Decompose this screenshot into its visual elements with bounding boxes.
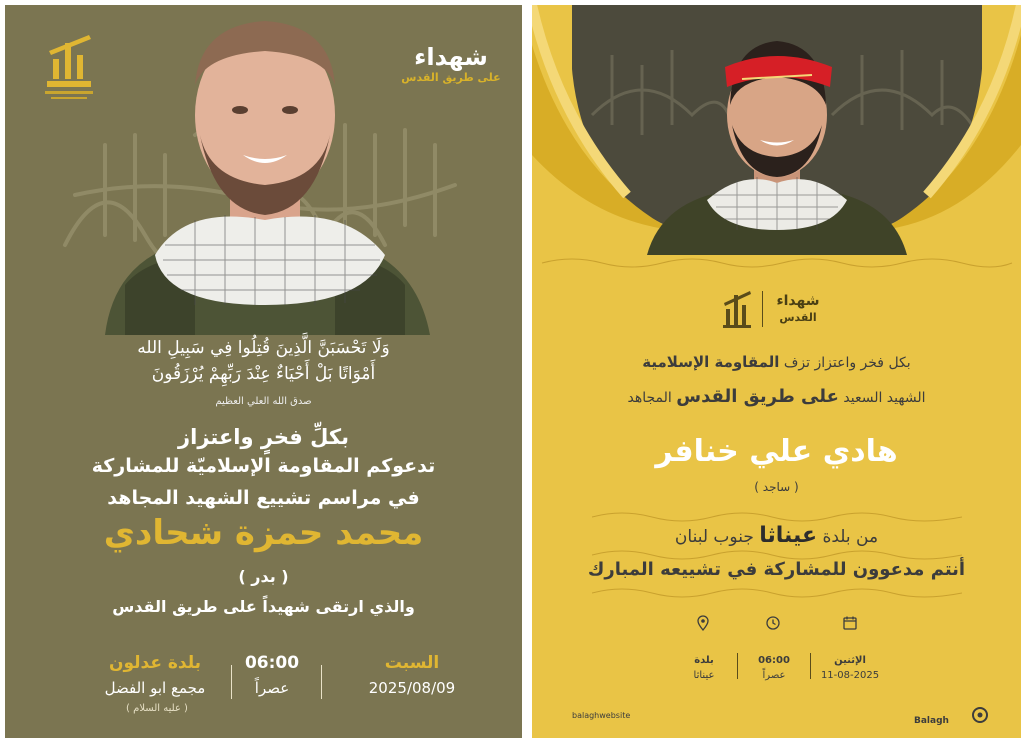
balagh-wordmark: Balagh xyxy=(914,716,949,726)
time-value: 06:00 xyxy=(758,655,790,666)
website-footer: balaghwebsite xyxy=(572,711,631,720)
martyr-title-highlight: على طريق القدس xyxy=(676,386,839,407)
pride-prefix: بكل فخر واعتزاز تزف xyxy=(783,355,911,371)
place-value: عيناثا xyxy=(693,670,715,681)
info-time xyxy=(227,653,317,697)
invite-line: أنتم مدعوون للمشاركة في تشييعه المبارك xyxy=(587,559,966,580)
town-suffix: جنوب لبنان xyxy=(674,527,754,547)
quran-verse-line2: أَمْوَاتًا بَلْ أَحْيَاءٌ عِنْدَ رَبِّهِمْ يُرْزَقُونَ xyxy=(151,364,376,384)
town-line xyxy=(532,523,1021,548)
martyr-portrait xyxy=(85,5,445,335)
info-time xyxy=(742,655,806,681)
martyr-nickname: ( بدر ) xyxy=(238,567,289,586)
pride-line xyxy=(532,353,1021,371)
info-divider xyxy=(737,653,738,679)
time-value: 06:00 xyxy=(244,653,300,673)
martyr-name: هادي علي خنافر xyxy=(655,434,898,469)
svg-text:شهداء: شهداء xyxy=(776,293,820,309)
martyr-nickname: ( ساجد ) xyxy=(754,480,799,494)
venue-note: ( عليه السلام ) xyxy=(126,703,188,714)
place-label: بلدة xyxy=(694,655,714,666)
brand-title: شهداء xyxy=(414,43,488,71)
balagh-logo xyxy=(914,703,994,727)
town-prefix: من بلدة xyxy=(822,527,879,547)
invite-line: تدعوكم المقاومة الإسلاميّة للمشاركة xyxy=(91,455,436,477)
organization-logos xyxy=(720,285,832,333)
info-divider xyxy=(321,665,322,699)
day-label: الإثنين xyxy=(834,655,866,666)
pride-highlight: المقاومة الإسلامية xyxy=(642,353,780,371)
wavy-lines-decoration xyxy=(592,505,962,605)
ascended-line: والذي ارتقى شهيداً على طريق القدس xyxy=(112,597,415,616)
martyr-name: محمد حمزة شحادي xyxy=(103,513,424,553)
verse-attribution: صدق الله العلي العظيم xyxy=(215,396,312,407)
venue-value: مجمع ابو الفضل xyxy=(104,679,206,697)
right-funeral-poster xyxy=(532,5,1021,738)
time-note: عصراً xyxy=(762,670,786,681)
town-label: بلدة عدلون xyxy=(108,653,202,673)
balagh-logo-icon xyxy=(970,705,990,725)
martyr-title-suffix: المجاهد xyxy=(627,390,672,406)
martyr-title-prefix: الشهيد السعيد xyxy=(843,390,926,406)
brand-subtitle: على طريق القدس xyxy=(401,71,501,84)
date-value: 2025/08/09 xyxy=(368,679,456,697)
left-funeral-poster xyxy=(5,5,522,738)
info-place xyxy=(672,655,736,681)
info-date xyxy=(810,655,890,681)
location-pin-icon xyxy=(695,615,711,631)
martyr-portrait xyxy=(532,5,1021,275)
quran-verse-line1: وَلَا تَحْسَبَنَّ الَّذِينَ قُتِلُوا فِي سَبِيلِ الله xyxy=(137,338,390,358)
info-divider xyxy=(810,653,811,679)
date-value: 11-08-2025 xyxy=(820,670,880,681)
svg-text:القدس: القدس xyxy=(779,311,817,324)
calendar-icon xyxy=(842,615,858,631)
clock-icon xyxy=(765,615,781,631)
info-location xyxy=(85,653,225,697)
pride-line: بكلِّ فخرٍ واعتزاز xyxy=(178,425,349,449)
ceremony-line: في مراسم تشييع الشهيد المجاهد xyxy=(107,487,420,509)
martyr-title-line xyxy=(532,386,1021,407)
time-note: عصراً xyxy=(254,679,290,697)
info-date xyxy=(357,653,467,697)
info-divider xyxy=(231,665,232,699)
town-highlight: عيناثا xyxy=(759,523,818,548)
day-label: السبت xyxy=(384,653,440,673)
